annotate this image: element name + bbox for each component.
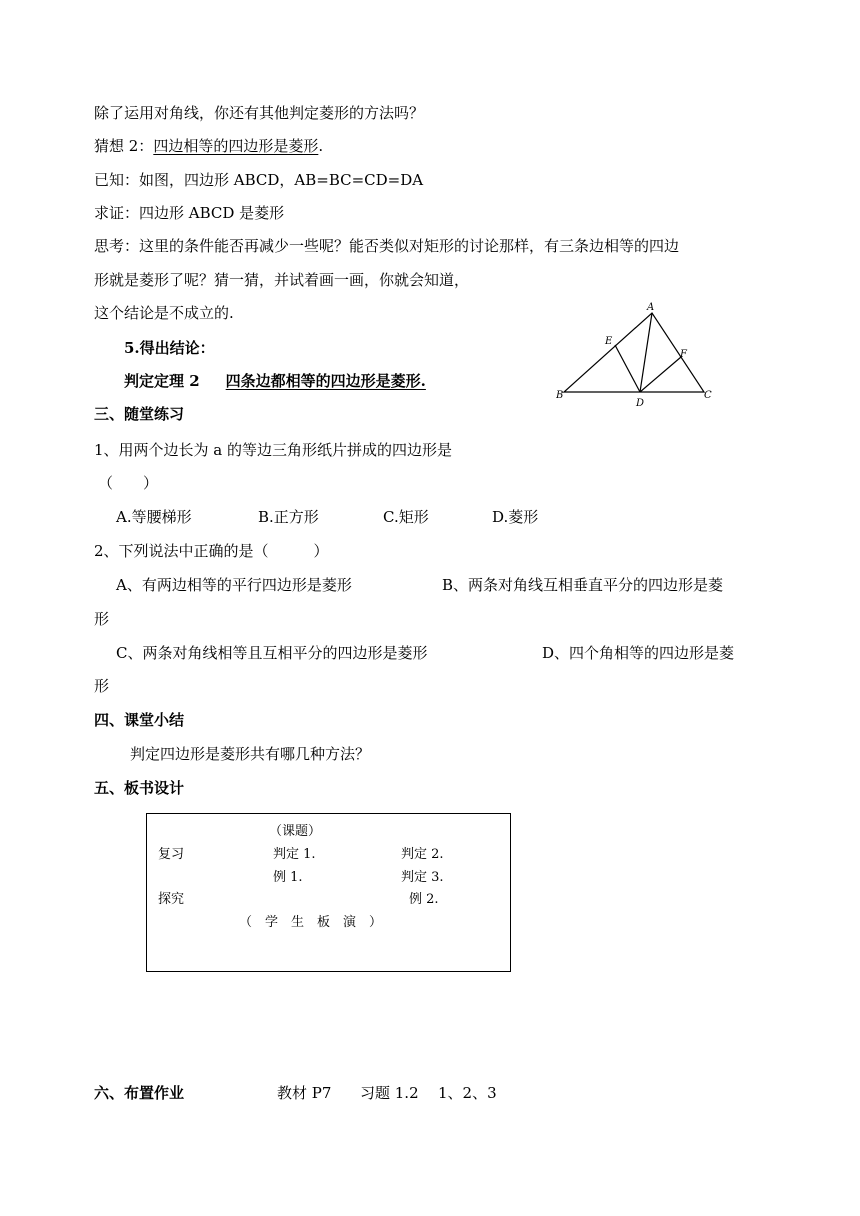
section-5-title: 五、板书设计 [94,779,185,797]
conjecture-statement: 四边相等的四边形是菱形 [153,137,319,155]
label-d: D [636,398,645,409]
q2-option-b-cont: 形 [94,610,110,628]
segment-ad [640,313,652,392]
summary-question: 判定四边形是菱形共有哪几种方法？ [130,745,371,763]
segment-ed [615,345,640,392]
board-judge-2: 判定 2. [401,847,444,862]
label-a: A [647,302,655,313]
section-3-title: 三、随堂练习 [94,405,185,423]
q1-option-d: D.菱形 [492,508,539,526]
label-e: E [605,336,613,347]
q1-text: 1、用两个边长为 a 的等边三角形纸片拼成的四边形是 [94,441,453,459]
segment-fd [640,357,681,392]
q2-option-c: C、两条对角线相等且互相平分的四边形是菱形 [116,644,428,662]
q1-option-b: B.正方形 [258,508,319,526]
q2-option-d: D、四个角相等的四边形是菱 [542,644,735,662]
conjecture-end: . [318,137,324,155]
think-line-2: 形就是菱形了呢？猜一猜，并试着画一画，你就会知道， [94,271,470,289]
prove-statement: 求证：四边形 ABCD 是菱形 [94,204,285,222]
homework-exercise: 习题 1.2 [360,1084,419,1102]
think-line-3: 这个结论是不成立的. [94,304,234,322]
board-review: 复习 [158,847,185,862]
board-topic: （课题） [269,824,322,839]
board-example-1: 例 1. [273,870,303,885]
board-judge-3: 判定 3. [401,870,444,885]
section-6-title: 六、布置作业 [94,1084,185,1102]
q1-option-a: A.等腰梯形 [116,508,192,526]
theorem-2 [124,371,426,391]
label-b: B [556,390,564,401]
board-explore: 探究 [158,892,185,907]
question-paragraph: 除了运用对角线，你还有其他判定菱形的方法吗？ [94,104,425,122]
think-line-1: 思考：这里的条件能否再减少一些呢？能否类似对矩形的讨论那样，有三条边相等的四边 [94,237,680,255]
theorem-statement: 四条边都相等的四边形是菱形. [225,372,426,390]
board-judge-1: 判定 1. [273,847,316,862]
section-4-title: 四、课堂小结 [94,711,185,729]
q1-option-c: C.矩形 [383,508,429,526]
q2-option-d-cont: 形 [94,677,110,695]
board-student-demo: （ 学 生 板 演 ） [239,915,383,930]
label-c: C [704,390,712,401]
board-example-2: 例 2. [409,892,439,907]
q2-option-b: B、两条对角线互相垂直平分的四边形是菱 [442,576,724,594]
given-statement: 已知：如图，四边形 ABCD，AB=BC=CD=DA [94,171,424,189]
blackboard-design-box [146,813,511,972]
rhombus-figure [556,298,716,410]
conjecture-2 [94,136,323,156]
conjecture-label: 猜想 2： [94,137,154,155]
homework-items: 1、2、3 [438,1084,497,1102]
q1-paren: （ ） [98,474,159,492]
q2-text: 2、下列说法中正确的是（ ） [94,542,329,560]
label-f: F [680,349,687,360]
homework-textbook: 教材 P7 [277,1084,332,1102]
conclusion-heading: 5.得出结论： [124,339,215,357]
q2-option-a: A、有两边相等的平行四边形是菱形 [116,576,352,594]
theorem-label: 判定定理 2 [124,372,200,390]
